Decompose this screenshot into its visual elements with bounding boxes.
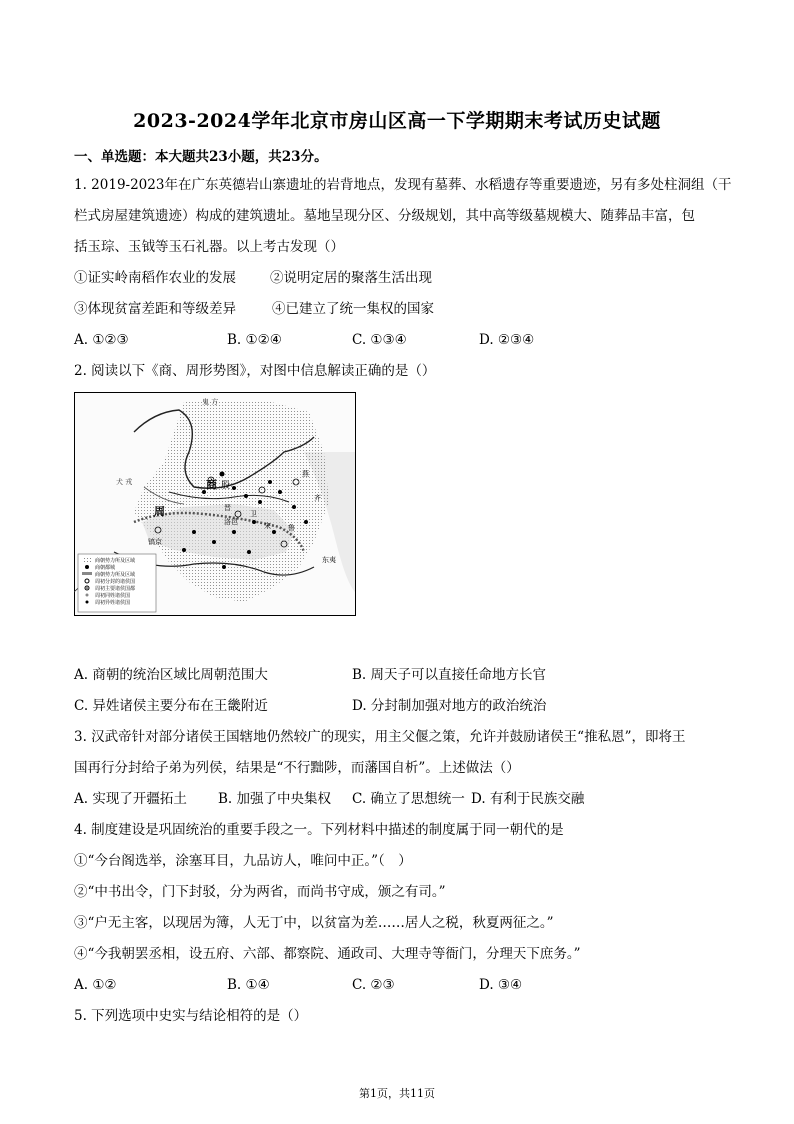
q1-statement-4: ④已建立了统一集权的国家: [272, 301, 434, 317]
q3-option-a: A. 实现了开疆拓土: [74, 791, 187, 807]
q4-option-b: B. ①④: [227, 977, 270, 993]
legend-item-4: 周初分封的诸侯国: [95, 579, 136, 585]
legend-item-7: 周初异姓诸侯国: [95, 600, 131, 606]
q4-material-2: ②“中书出令，门下封驳，分为两省，而尚书守成，颁之有司。”: [74, 884, 446, 900]
q1-option-c: C. ①③④: [352, 332, 407, 348]
map-label-song: 宋: [264, 522, 271, 530]
q4-material-3: ③“户无主客，以现居为簿，人无丁中，以贫富为差……居人之税，秋夏两征之。”: [74, 915, 554, 931]
q2-option-c: C. 异姓诸侯主要分布在王畿附近: [74, 698, 268, 714]
legend-item-5: 周初主要诸侯国都: [95, 586, 136, 592]
section-heading: 一、单选题：本大题共23小题，共23分。: [74, 149, 328, 165]
q1-statement-1: ①证实岭南稻作农业的发展: [74, 270, 236, 286]
q3-option-c: C. 确立了思想统一: [352, 791, 465, 807]
q2-option-b: B. 周天子可以直接任命地方长官: [352, 667, 547, 683]
q4-option-c: C. ②③: [352, 977, 395, 993]
q4-material-4: ④“今我朝罢丞相，设五府、六部、都察院、通政司、大理寺等衙门，分理天下庶务。”: [74, 946, 581, 962]
map-label-capital: 殷: [221, 481, 231, 491]
map-legend: [78, 554, 156, 612]
map-label-qi: 齐: [314, 494, 321, 502]
q4-option-a: A. ①②: [74, 977, 117, 993]
q3-stem-line1: 3. 汉武帝针对部分诸侯王国辖地仍然较广的现实，用主父偃之策，允许并鼓励诸侯王“推私恩”，即将王: [74, 729, 686, 745]
page-title: 2023-2024学年北京市房山区高一下学期期末考试历史试题: [133, 110, 661, 132]
map-label-luoyi: 洛邑: [224, 518, 238, 526]
legend-item-3: 商朝势力所及区域: [95, 572, 136, 578]
q1-stem-line2: 栏式房屋建筑遗迹）构成的建筑遗址。墓地呈现分区、分级规划，其中高等级墓规模大、随葬品丰富，包: [74, 208, 695, 224]
q4-option-d: D. ③④: [479, 977, 523, 993]
q1-option-d: D. ②③④: [479, 332, 535, 348]
q2-option-d: D. 分封制加强对地方的政治统治: [352, 698, 547, 714]
q3-option-d: D. 有利于民族交融: [471, 791, 585, 807]
map-label-jin: 晋: [224, 504, 231, 512]
map-label-yan: 燕: [302, 470, 309, 478]
map-label-guifang: 鬼 方: [202, 398, 219, 406]
q4-stem: 4. 制度建设是巩固统治的重要手段之一。下列材料中描述的制度属于同一朝代的是: [74, 822, 564, 838]
q1-stem-line3: 括玉琮、玉钺等玉石礼器。以上考古发现（）: [74, 239, 344, 255]
legend-item-1: 商朝势力所及区域: [95, 558, 136, 564]
map-label-dongyi: 东夷: [322, 556, 336, 564]
q3-stem-line2: 国再行分封给子弟为列侯，结果是“不行黜陟，而藩国自析”。上述做法（）: [74, 760, 520, 776]
q1-statement-2: ②说明定居的聚落生活出现: [270, 270, 432, 286]
q4-material-1: ①“今台阁选举，涂塞耳目，九品访人，唯问中正。”（ ）: [74, 853, 412, 869]
q1-statement-3: ③体现贫富差距和等级差异: [74, 301, 236, 317]
shang-zhou-map: [74, 392, 356, 616]
map-label-haojing: 镐京: [148, 538, 162, 546]
map-label-shang: 商: [206, 478, 217, 491]
page-footer: 第1页，共11页: [359, 1087, 435, 1100]
q5-stem: 5. 下列选项中史实与结论相符的是（）: [74, 1008, 308, 1024]
legend-item-2: 商朝都城: [95, 565, 116, 571]
map-label-lu: 鲁: [288, 524, 295, 532]
map-label-zhou: 周: [154, 505, 165, 518]
q1-option-a: A. ①②③: [74, 332, 129, 348]
q1-option-b: B. ①②④: [227, 332, 282, 348]
q2-option-a: A. 商朝的统治区域比周朝范围大: [74, 667, 268, 683]
q1-stem-line1: 1. 2019-2023年在广东英德岩山寨遗址的岩背地点，发现有墓葬、水稻遗存等重要遗迹，另有多处柱洞组（干: [74, 177, 732, 193]
q2-stem: 2. 阅读以下《商、周形势图》，对图中信息解读正确的是（）: [74, 363, 436, 379]
map-label-wei: 卫: [250, 510, 257, 518]
q3-option-b: B. 加强了中央集权: [218, 791, 332, 807]
legend-item-6: 周初同姓诸侯国: [95, 593, 131, 599]
map-label-rong: 犬 戎: [116, 478, 133, 486]
